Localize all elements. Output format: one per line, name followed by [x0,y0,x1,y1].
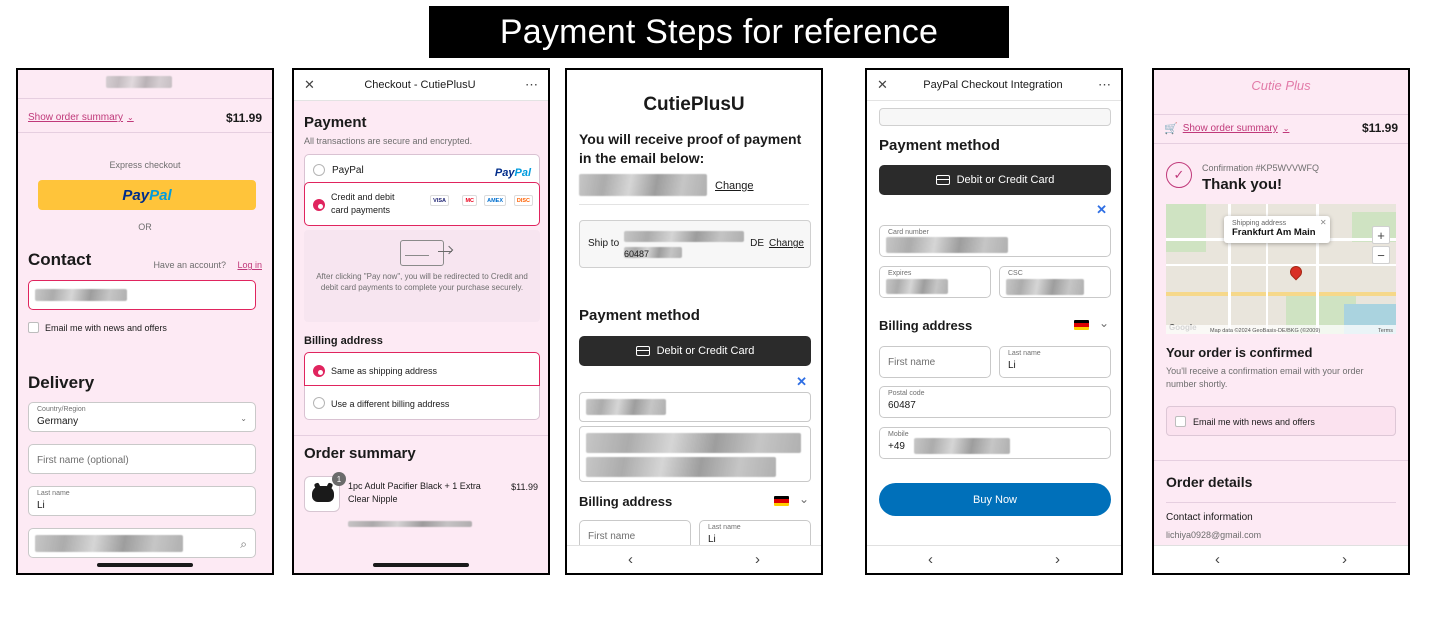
delivery-heading: Delivery [28,373,95,392]
card-number-field[interactable] [879,225,1111,257]
address-value-redacted [35,535,183,552]
divider [579,204,809,205]
csc-label: CSC [1008,270,1023,277]
browser-titlebar [867,70,1121,100]
billing-heading: Billing address [304,335,383,347]
debit-credit-card-button[interactable] [879,165,1111,195]
lastname-label: Last name [37,490,70,497]
ship-zip: 60487 [624,249,650,259]
paypal-word-pal: Pal [149,186,172,204]
item-price: $11.99 [511,482,538,492]
nav-back-button[interactable]: ‹ [1215,551,1220,568]
email-value-redacted [579,174,707,196]
show-order-summary-label: Show order summary [1182,123,1278,134]
email-news-label: Email me with news and offers [45,322,167,333]
payment-heading: Payment [304,114,367,131]
proof-text [579,130,811,168]
postal-code-value: 60487 [888,400,916,411]
divider [294,435,548,436]
more-options-icon[interactable]: ⋯ [1098,77,1111,92]
close-icon[interactable]: ✕ [304,77,315,92]
credit-card-icon [936,175,950,185]
country-value: Germany [37,416,79,427]
map-terms-link[interactable]: Terms [1378,328,1393,334]
contact-information-heading: Contact information [1166,512,1253,523]
debit-credit-card-label: Debit or Credit Card [656,345,755,357]
country-label: Country/Region [37,406,86,413]
item-variant-redacted [348,521,472,527]
debit-credit-card-label: Debit or Credit Card [956,174,1055,186]
card-number-field[interactable] [579,392,811,422]
proof-line-2: in the email below: [579,149,705,166]
order-confirmed-subtext: You'll receive a confirmation email with your order number shortly. [1166,366,1364,389]
express-checkout-label: Express checkout [109,160,181,170]
nav-forward-button[interactable]: › [1055,551,1060,568]
brand-title: CutiePlusU [643,94,745,115]
paypal-wordmark [122,187,171,204]
ship-country: DE [750,238,764,249]
lastname-field[interactable] [28,486,256,516]
screen-paypal-checkout-integration [865,68,1123,575]
billing-same-row[interactable] [304,352,540,386]
shipping-address-map[interactable] [1166,204,1396,334]
show-order-summary-label: Show order summary [28,112,124,123]
more-options-icon[interactable]: ⋯ [525,77,538,92]
show-order-summary-toggle[interactable] [1164,122,1289,135]
ship-to-box [579,220,811,268]
paypal-logo-small: PayPal [494,167,531,179]
browser-nav-bar [567,545,821,573]
map-callout-value: Frankfurt Am Main [1232,227,1316,238]
contact-email: lichiya0928@gmail.com [1166,530,1262,540]
payment-method-heading: Payment method [579,307,700,324]
thank-you-heading: Thank you! [1202,176,1283,193]
browser-nav-bar [1154,545,1408,573]
divider [867,100,1121,101]
option-card-line2: card payments [331,205,391,215]
billing-diff-row[interactable] [304,386,540,420]
divider [1154,143,1408,144]
nav-back-button[interactable]: ‹ [928,551,933,568]
confirmation-number: Confirmation #KP5WVVWFQ [1202,163,1320,173]
email-news-checkbox-row[interactable] [1166,406,1396,436]
email-news-checkbox[interactable] [1175,416,1186,427]
screen-checkout-cutieplusu [292,68,550,575]
cart-icon: 🛒 [1164,123,1178,135]
address-field[interactable] [28,528,256,558]
lastname-field[interactable] [999,346,1111,378]
lastname-label: Last name [708,524,741,531]
payment-method-heading: Payment method [879,137,1000,154]
email-news-checkbox-row[interactable] [28,322,167,333]
card-brand-visa: VISA [430,195,449,206]
divider [18,98,272,99]
map-callout [1224,216,1330,243]
card-brand-mastercard: MC [462,195,477,206]
billing-diff-radio[interactable] [313,397,325,409]
chevron-down-icon[interactable]: ⌄ [798,492,809,506]
email-field[interactable] [28,280,256,310]
redirect-card-icon [400,240,444,266]
expires-field[interactable] [879,266,991,298]
mobile-redacted [914,438,1010,454]
login-link[interactable]: Log in [237,260,262,270]
nav-forward-button[interactable]: › [1342,551,1347,568]
browser-nav-bar [867,545,1121,573]
firstname-field[interactable] [879,346,991,378]
order-confirmed-heading: Your order is confirmed [1166,345,1313,360]
card-extra-redacted-2 [586,457,776,477]
lastname-value: Li [708,534,716,545]
home-indicator [373,563,469,567]
option-paypal-label: PayPal [332,164,364,176]
divider [18,132,272,133]
email-value-redacted [35,289,127,301]
map-zoom-out-button[interactable]: − [1372,246,1390,264]
close-icon[interactable]: ✕ [796,374,807,389]
chevron-down-icon: ⌄ [1282,124,1290,133]
partial-box-top [879,108,1111,126]
mobile-label: Mobile [888,431,909,438]
close-icon[interactable]: ✕ [877,77,888,92]
browser-titlebar [294,70,548,100]
csc-field[interactable] [999,266,1111,298]
lastname-value: Li [1008,360,1016,371]
option-paypal-row[interactable] [313,164,364,176]
divider [1154,460,1408,461]
change-address-link[interactable]: Change [768,238,804,249]
paypal-express-button[interactable] [38,180,256,210]
email-news-label: Email me with news and offers [1193,417,1315,427]
mobile-value: +49 [888,441,905,452]
option-card-line1: Credit and debit [331,192,395,202]
card-number-label: Card number [888,229,929,236]
chevron-down-icon: ⌄ [240,414,247,423]
nav-forward-button[interactable]: › [755,551,760,568]
proof-line-1: You will receive proof of payment [579,131,802,147]
firstname-field[interactable] [28,444,256,474]
redirect-note-text: After clicking "Pay now", you will be redirected to Credit and debit card payments to complete your purchase securely. [316,272,528,292]
order-total: $11.99 [1361,121,1398,135]
item-quantity-badge: 1 [332,472,346,486]
have-account-text: Have an account? [153,260,226,270]
debit-credit-card-button[interactable] [579,336,811,366]
billing-diff-label: Use a different billing address [331,399,450,409]
divider [1154,114,1408,115]
home-indicator [97,563,193,567]
order-total: $11.99 [225,111,262,125]
mobile-field[interactable] [879,427,1111,459]
firstname-placeholder: First name [888,357,936,368]
map-attribution: Map data ©2024 GeoBasis-DE/BKG (©2009) [1210,328,1321,334]
email-news-checkbox[interactable] [28,322,39,333]
item-name: 1pc Adult Pacifier Black + 1 Extra Clear Nipple [348,481,481,504]
store-logo-partial [106,76,172,88]
close-icon[interactable]: ✕ [1096,202,1107,217]
show-order-summary-toggle[interactable] [28,112,134,123]
card-number-redacted [886,237,1008,253]
credit-card-icon [636,346,650,356]
paypal-word-pay: Pay [122,186,150,204]
card-radio-selected[interactable] [313,199,325,211]
option-card-row[interactable] [304,182,540,226]
change-email-link[interactable]: Change [715,180,754,192]
card-brand-amex: AMEX [484,195,506,206]
card-extra-redacted-1 [586,433,801,453]
map-zoom-in-button[interactable]: + [1372,226,1390,244]
firstname-placeholder: First name [588,531,636,542]
contact-heading: Contact [28,250,92,269]
nav-back-button[interactable]: ‹ [628,551,633,568]
billing-heading: Billing address [879,318,973,333]
german-flag-icon [1074,320,1089,330]
postal-code-field[interactable] [879,386,1111,418]
screen-order-confirmed [1152,68,1410,575]
expires-label: Expires [888,270,912,277]
chevron-down-icon: ⌄ [127,113,134,122]
lastname-label: Last name [1008,350,1041,357]
german-flag-icon [774,496,789,506]
card-brand-discover: DISC [514,195,533,206]
order-details-heading: Order details [1166,474,1253,490]
card-extra-field[interactable] [579,426,811,482]
payment-subtext: All transactions are secure and encrypted. [304,136,473,146]
titlebar-title: PayPal Checkout Integration [923,79,1063,91]
chevron-down-icon[interactable]: ⌄ [1098,316,1109,330]
screen-shopify-checkout-contact [16,68,274,575]
postal-code-label: Postal code [888,390,925,397]
ship-address-redacted-1 [624,231,744,242]
csc-redacted [1006,279,1084,295]
map-callout-label: Shipping address [1232,220,1287,227]
order-summary-heading: Order summary [304,445,416,462]
page-title: Payment Steps for reference [429,6,1009,58]
titlebar-title: Checkout - CutiePlusU [364,79,476,91]
close-icon[interactable]: ✕ [1319,218,1327,227]
firstname-placeholder: First name (optional) [37,455,129,466]
map-attribution-bar [1166,325,1396,334]
buy-now-label: Buy Now [972,493,1018,506]
redirect-note-box [304,230,540,322]
map-pin-icon [1288,264,1305,281]
check-circle-icon: ✓ [1166,162,1192,188]
screen-cutieplusu-proof [565,68,823,575]
or-separator: OR [138,222,152,232]
lastname-value: Li [37,500,45,511]
ship-to-label: Ship to [588,238,620,249]
card-number-redacted [586,399,666,415]
divider [1166,502,1396,503]
buy-now-button[interactable] [879,483,1111,516]
search-icon[interactable]: ⌕ [240,537,247,551]
billing-same-label: Same as shipping address [331,366,438,376]
paypal-radio[interactable] [313,164,325,176]
billing-heading: Billing address [579,494,673,509]
store-logo: Cutie Plus [1251,78,1311,93]
expires-redacted [886,279,948,294]
country-select[interactable] [28,402,256,432]
billing-same-radio[interactable] [313,365,325,377]
